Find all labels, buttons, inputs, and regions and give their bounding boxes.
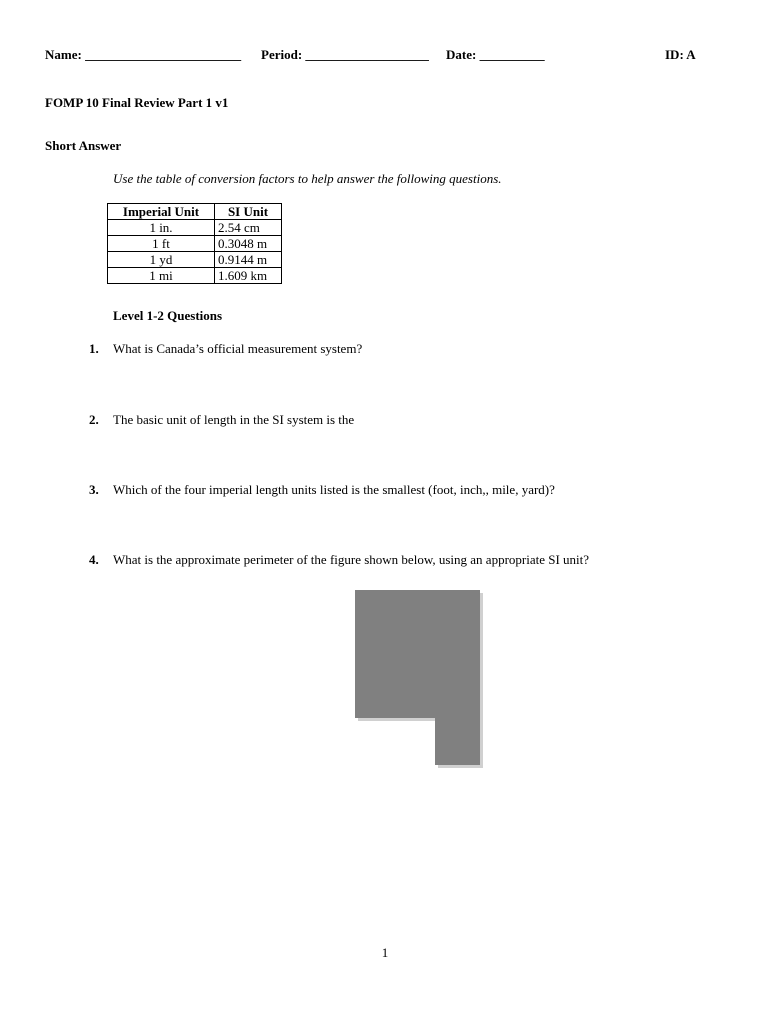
period-field-label: Period: ___________________ bbox=[261, 47, 429, 62]
si-cell: 0.9144 m bbox=[215, 252, 282, 268]
question-text-2: The basic unit of length in the SI system is the bbox=[113, 412, 355, 427]
conversion-table bbox=[107, 203, 282, 284]
date-field-label: Date: __________ bbox=[446, 47, 545, 62]
imperial-cell: 1 ft bbox=[108, 236, 215, 252]
question-number-3: 3. bbox=[89, 482, 99, 497]
section-heading: Short Answer bbox=[45, 138, 122, 153]
imperial-cell: 1 in. bbox=[108, 220, 215, 236]
document-title: FOMP 10 Final Review Part 1 v1 bbox=[45, 95, 229, 110]
question-number-4: 4. bbox=[89, 552, 99, 567]
question-number-2: 2. bbox=[89, 412, 99, 427]
instructions-text: Use the table of conversion factors to help answer the following questions. bbox=[113, 171, 502, 186]
imperial-cell: 1 mi bbox=[108, 268, 215, 284]
name-field-label: Name: ________________________ bbox=[45, 47, 242, 62]
table-row bbox=[108, 252, 282, 268]
page-number: 1 bbox=[381, 945, 389, 960]
imperial-cell: 1 yd bbox=[108, 252, 215, 268]
si-cell: 1.609 km bbox=[215, 268, 282, 284]
column-header-imperial: Imperial Unit bbox=[108, 204, 215, 220]
question-text-3: Which of the four imperial length units listed is the smallest (foot, inch,, mile, yard)? bbox=[113, 482, 555, 497]
si-cell: 2.54 cm bbox=[215, 220, 282, 236]
test-id: ID: A bbox=[665, 47, 696, 62]
l-shaped-figure bbox=[355, 590, 483, 768]
table-row bbox=[108, 220, 282, 236]
level-heading: Level 1-2 Questions bbox=[113, 308, 223, 323]
question-text-1: What is Canada’s official measurement system? bbox=[113, 341, 363, 356]
column-header-si: SI Unit bbox=[215, 204, 282, 220]
question-number-1: 1. bbox=[89, 341, 99, 356]
table-row bbox=[108, 236, 282, 252]
question-text-4: What is the approximate perimeter of the figure shown below, using an appropriate SI unit? bbox=[113, 552, 590, 567]
figure-shape bbox=[355, 590, 480, 765]
table-header-row bbox=[108, 204, 282, 220]
table-row bbox=[108, 268, 282, 284]
si-cell: 0.3048 m bbox=[215, 236, 282, 252]
